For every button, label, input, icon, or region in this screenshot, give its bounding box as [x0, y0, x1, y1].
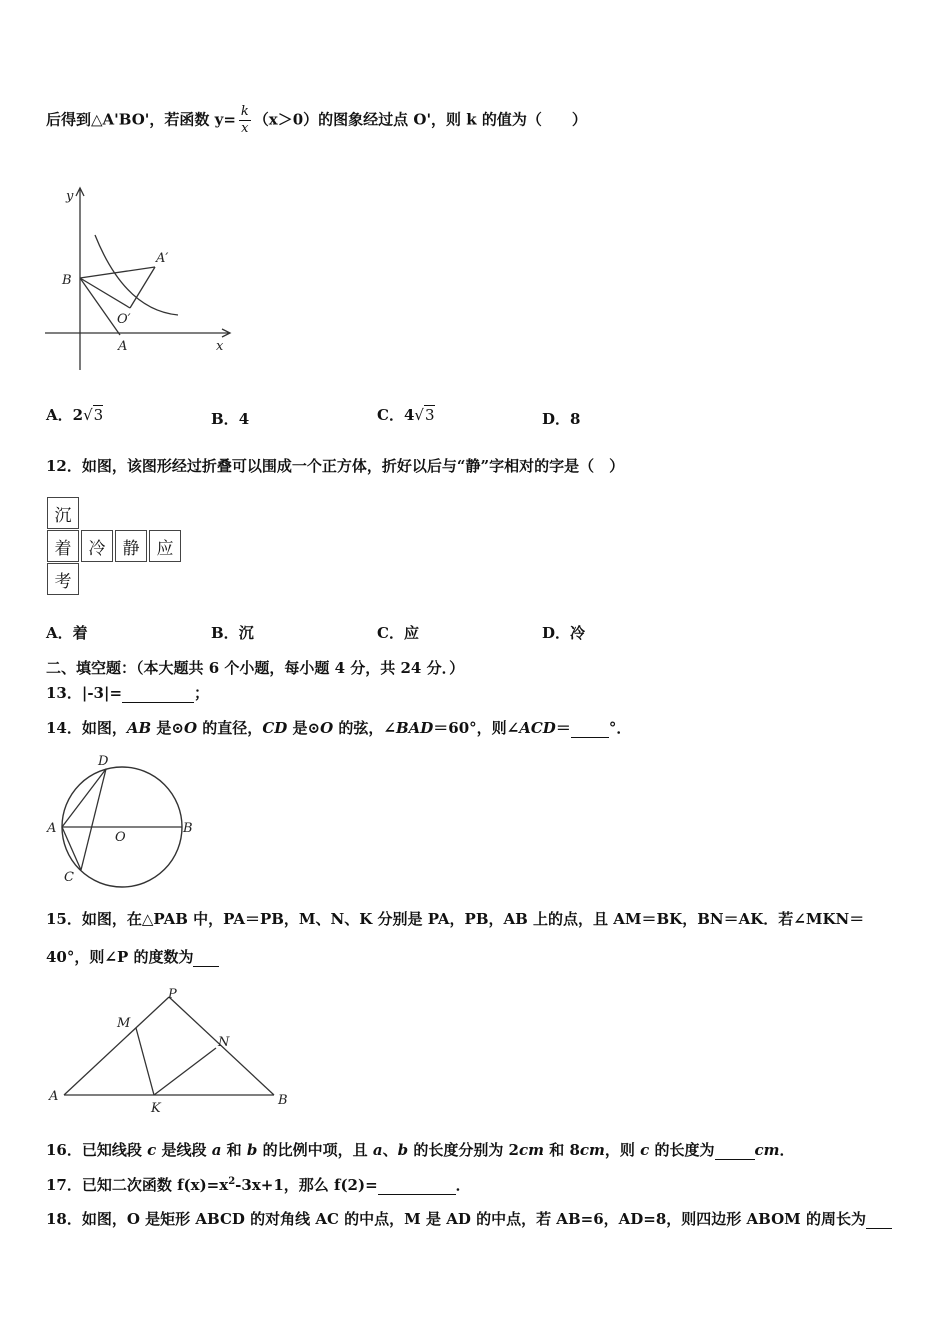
- q14-circle-figure: [44, 752, 204, 892]
- net-cell-4: 应: [149, 530, 181, 562]
- net-cell-2: 冷: [81, 530, 113, 562]
- q13-post: ；: [194, 684, 210, 702]
- label-N: N: [218, 1035, 230, 1050]
- label-B: B: [183, 821, 193, 836]
- option-letter: D．: [542, 624, 571, 642]
- label-B: B: [62, 273, 72, 288]
- q11-option-d: [542, 408, 580, 429]
- net-cell-bottom: 考: [47, 563, 79, 595]
- q16-text: 和: [221, 1141, 247, 1159]
- option-coef: 2: [72, 406, 84, 424]
- q16-text: 16．已知线段: [46, 1141, 148, 1159]
- net-cell-top: 沉: [47, 497, 79, 529]
- q18: [46, 1208, 892, 1229]
- q17-exponent: 2: [228, 1176, 236, 1187]
- q14-text: 是⊙: [151, 719, 184, 737]
- q14-text: °．: [608, 719, 632, 737]
- q14-var: O: [320, 719, 334, 737]
- q18-text: 18．如图，O 是矩形 ABCD 的对角线 AC 的中点，M 是 AD 的中点，若 AB=6，AD=8，则四边形 ABOM 的周长为: [46, 1210, 866, 1228]
- q14-var: AB: [126, 719, 152, 737]
- option-letter: C．: [377, 624, 404, 642]
- label-B: B: [278, 1093, 288, 1108]
- option-letter: A．: [46, 624, 73, 642]
- net-cell-3: 静: [115, 530, 147, 562]
- option-letter: B．: [211, 624, 239, 642]
- label-O-prime: O′: [117, 312, 131, 327]
- q11-stem-pre: 后得到△A'BO'，若函数 y=: [46, 110, 236, 129]
- q14-var: BAD: [395, 719, 434, 737]
- option-letter: B．: [211, 410, 239, 428]
- q12-option-c: [377, 622, 419, 643]
- q11-option-c: [377, 404, 435, 425]
- q16-var: b: [246, 1141, 258, 1159]
- q14-text: 的弦，∠: [333, 719, 396, 737]
- net-cell-1: 着: [47, 530, 79, 562]
- q12-option-b: [211, 622, 254, 643]
- option-letter: A．: [46, 406, 73, 424]
- q14-text: 的直径，: [197, 719, 263, 737]
- answer-blank: [378, 1176, 456, 1195]
- frac-denominator: x: [241, 121, 249, 136]
- q16-text: 的比例中项，且: [257, 1141, 373, 1159]
- q16-text: 和 8: [544, 1141, 580, 1159]
- q16-unit: cm: [518, 1141, 544, 1159]
- label-C: C: [64, 870, 74, 885]
- q12-option-d: [542, 622, 585, 643]
- sqrt-radical: √3: [414, 406, 435, 424]
- label-P: P: [168, 987, 177, 1002]
- q16-var: c: [147, 1141, 157, 1159]
- q14-text: 14．如图，: [46, 719, 127, 737]
- radicand: 3: [424, 406, 435, 424]
- q12-option-a: [46, 622, 88, 643]
- answer-blank: [866, 1210, 892, 1229]
- q16-text: 的长度为: [649, 1141, 715, 1159]
- option-text: 4: [238, 410, 250, 428]
- q13-pre: 13．|-3|=: [46, 684, 123, 702]
- q16-var: a: [211, 1141, 222, 1159]
- option-coef: 4: [403, 406, 415, 424]
- sqrt-radical: √3: [83, 406, 104, 424]
- q11-figure: [40, 180, 240, 380]
- option-text: 着: [72, 624, 88, 642]
- option-text: 8: [570, 410, 581, 428]
- hyperbola-curve: [95, 235, 178, 315]
- q11-option-a: [46, 404, 103, 425]
- q17-text: ．: [455, 1176, 471, 1194]
- option-letter: C．: [377, 406, 404, 424]
- q14-var: CD: [262, 719, 288, 737]
- label-O: O: [115, 830, 126, 845]
- label-K: K: [151, 1101, 161, 1116]
- label-A: A: [49, 1089, 59, 1104]
- q12-stem: 12．如图，该图形经过折叠可以围成一个正方体，折好以后与“静”字相对的字是（ ）: [46, 457, 625, 475]
- q14-stem: [46, 717, 631, 738]
- answer-blank: [193, 948, 219, 967]
- q15-line2: [46, 946, 219, 967]
- q15-line1: 15．如图，在△PAB 中，PA＝PB，M、N、K 分别是 PA，PB，AB 上的点，且 AM＝BK，BN＝AK．若∠MKN＝: [46, 910, 865, 928]
- q11-option-b: [211, 408, 249, 429]
- q16-text: 是线段: [156, 1141, 212, 1159]
- q17-text: 17．已知二次函数 f(x)=x: [46, 1176, 229, 1194]
- answer-blank: [571, 719, 609, 738]
- fraction-k-over-x: [239, 104, 251, 137]
- radicand: 3: [93, 406, 104, 424]
- section-heading: 二、填空题：（本大题共 6 个小题，每小题 4 分，共 24 分．）: [46, 659, 465, 677]
- q16-var: c: [640, 1141, 650, 1159]
- q11-stem: [46, 104, 587, 137]
- q13: [46, 682, 209, 703]
- q14-var: ACD: [519, 719, 556, 737]
- q16-text: 的长度分别为 2: [408, 1141, 519, 1159]
- option-text: 冷: [570, 624, 586, 642]
- label-M: M: [117, 1016, 131, 1031]
- q16-text: ，则: [604, 1141, 641, 1159]
- label-A: A: [47, 821, 57, 836]
- option-letter: D．: [542, 410, 571, 428]
- answer-blank: [122, 684, 194, 703]
- q14-text: ＝: [555, 719, 571, 737]
- label-y: y: [66, 189, 74, 204]
- q14-text: ＝60°，则∠: [433, 719, 520, 737]
- q16-var: b: [397, 1141, 409, 1159]
- label-A-prime: A′: [156, 251, 169, 266]
- q16-text: ．: [779, 1141, 795, 1159]
- label-A: A: [118, 339, 128, 354]
- q17: [46, 1174, 471, 1195]
- q16-unit: cm: [579, 1141, 605, 1159]
- option-text: 应: [403, 624, 419, 642]
- label-D: D: [98, 754, 109, 769]
- q16-var: a: [372, 1141, 383, 1159]
- q11-stem-post: （x＞0）的图象经过点 O'，则 k 的值为（ ）: [253, 110, 587, 129]
- answer-blank: [715, 1141, 755, 1160]
- q14-var: O: [184, 719, 198, 737]
- q16-text: 、: [382, 1141, 398, 1159]
- q15-triangle-figure: [44, 982, 304, 1117]
- q16: [46, 1139, 795, 1160]
- option-text: 沉: [238, 624, 254, 642]
- q16-unit: cm: [754, 1141, 780, 1159]
- label-x: x: [216, 339, 224, 354]
- frac-numerator: k: [240, 104, 249, 119]
- q17-text: -3x+1，那么 f(2)=: [235, 1176, 378, 1194]
- q15-text: 40°，则∠P 的度数为: [46, 948, 194, 966]
- q14-text: 是⊙: [287, 719, 321, 737]
